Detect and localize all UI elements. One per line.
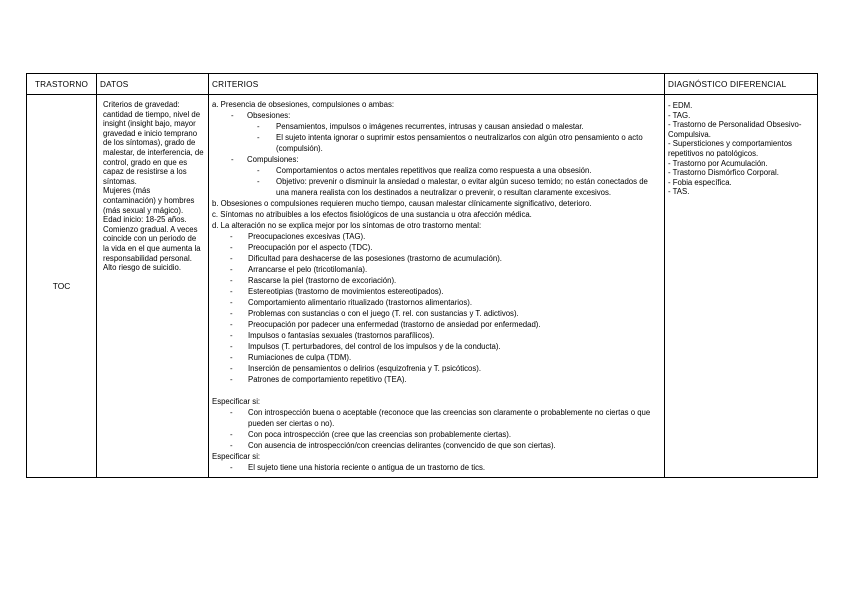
criterio-d-item: - Impulsos (T. perturbadores, del control de los impulsos y de la conducta).: [230, 342, 501, 351]
criterio-d-item: - Preocupación por padecer una enfermedad (trastorno de ansiedad por enfermedad).: [230, 320, 541, 329]
diagnostico-item: - Trastorno Dismórfico Corporal.: [668, 168, 779, 178]
diagnostico-cell: [665, 95, 818, 478]
table-row: [27, 95, 818, 478]
criterio-d-item: - Preocupación por el aspecto (TDC).: [230, 243, 373, 252]
criterio-d-item: - Estereotipias (trastorno de movimientos estereotipados).: [230, 287, 444, 296]
spacer: [212, 385, 660, 396]
criterio-b: b. Obsesiones o compulsiones requieren mucho tiempo, causan malestar clínicamente significativo, deterioro.: [212, 199, 592, 208]
header-row: [27, 74, 818, 95]
trastorno-cell: TOC: [27, 95, 97, 478]
criterios-cell: [209, 95, 665, 478]
diagnostico-item: - Supersticiones y comportamientos repetitivos no patológicos.: [668, 139, 792, 158]
especificar-item: - Con poca introspección (cree que las creencias son probablemente ciertas).: [230, 430, 512, 439]
diagnostico-item: - TAG.: [668, 110, 691, 120]
especificar-item: - El sujeto tiene una historia reciente o antigua de un trastorno de tics.: [230, 463, 486, 472]
criterio-d-item: - Preocupaciones excesivas (TAG).: [230, 232, 366, 241]
criterio-d-item: - Impulsos o fantasías sexuales (trastornos parafílicos).: [230, 331, 435, 340]
header-trastorno: TRASTORNO: [27, 74, 97, 95]
disorder-table: [26, 73, 818, 478]
obsesion-item: - El sujeto intenta ignorar o suprimir estos pensamientos o neutralizarlos con algún otro pensamiento o acto (compulsión).: [257, 133, 643, 153]
header-criterios: CRITERIOS: [209, 74, 665, 95]
diagnostico-item: - EDM.: [668, 101, 693, 110]
datos-line: Comienzo gradual. A veces coincide con un periodo de la vida en el que aumenta la responsabilidad personal.: [103, 224, 201, 263]
criterio-d-item: - Comportamiento alimentario ritualizado (trastornos alimentarios).: [230, 298, 473, 307]
especificar-heading: Especificar si:: [212, 452, 261, 461]
diagnostico-item: - Trastorno por Acumulación.: [668, 158, 768, 168]
datos-line: Edad inicio: 18-25 años.: [103, 215, 187, 225]
criterio-d-item: - Patrones de comportamiento repetitivo (TEA).: [230, 375, 407, 384]
criterio-d-item: - Rumiaciones de culpa (TDM).: [230, 353, 352, 362]
diagnostico-item: - Trastorno de Personalidad Obsesivo-Compulsiva.: [668, 120, 802, 139]
criterio-d-item: - Arrancarse el pelo (tricotilomanía).: [230, 265, 368, 274]
especificar-heading: Especificar si:: [212, 397, 261, 406]
diagnostico-item: - Fobia específica.: [668, 177, 732, 187]
compulsion-item: - Comportamientos o actos mentales repetitivos que realiza como respuesta a una obsesión.: [257, 166, 592, 175]
obsesion-item: - Pensamientos, impulsos o imágenes recurrentes, intrusas y causan ansiedad o malestar.: [257, 122, 584, 131]
criterio-a: a. Presencia de obsesiones, compulsiones o ambas:: [212, 100, 395, 109]
obsesiones-heading: - Obsesiones:: [231, 111, 291, 120]
criterio-d-item: - Rascarse la piel (trastorno de excoriación).: [230, 276, 397, 285]
diagnostico-item: - TAS.: [668, 187, 690, 197]
header-diagnostico: DIAGNÓSTICO DIFERENCIAL: [665, 74, 818, 95]
especificar-item: - Con introspección buena o aceptable (reconoce que las creencias son claramente o probablemente no ciertas o que pueden ser ciertas o no).: [230, 408, 651, 428]
especificar-item: - Con ausencia de introspección/con creencias delirantes (convencido de que son ciertas).: [230, 441, 556, 450]
datos-cell: [97, 95, 209, 478]
datos-line: Mujeres (más contaminación) y hombres (más sexual y mágico).: [103, 186, 195, 215]
criterio-d-item: - Inserción de pensamientos o delirios (esquizofrenia y T. psicóticos).: [230, 364, 482, 373]
criterio-d: d. La alteración no se explica mejor por los síntomas de otro trastorno mental:: [212, 221, 482, 230]
compulsiones-heading: - Compulsiones:: [231, 155, 299, 164]
header-datos: DATOS: [97, 74, 209, 95]
criterio-c: c. Síntomas no atribuibles a los efectos fisiológicos de una sustancia u otra afección médica.: [212, 210, 532, 219]
criterio-d-item: - Dificultad para deshacerse de las posesiones (trastorno de acumulación).: [230, 254, 502, 263]
compulsion-item: - Objetivo: prevenir o disminuir la ansiedad o malestar, o evitar algún suceso temido; no están conectados de una manera realista con los destinados a neutralizar o prevenir, o resultan claramente excesivos.: [257, 177, 648, 197]
datos-line: Alto riesgo de suicidio.: [103, 263, 182, 273]
criterio-d-item: - Problemas con sustancias o con el juego (T. rel. con sustancias y T. adictivos).: [230, 309, 519, 318]
datos-line: Criterios de gravedad: cantidad de tiempo, nivel de insight (insight bajo, mayor gravedad e inicio temprano de los síntomas), grado de malestar, de interferencia, de control, grado en que es capaz de resistirse a los síntomas.: [103, 100, 204, 186]
